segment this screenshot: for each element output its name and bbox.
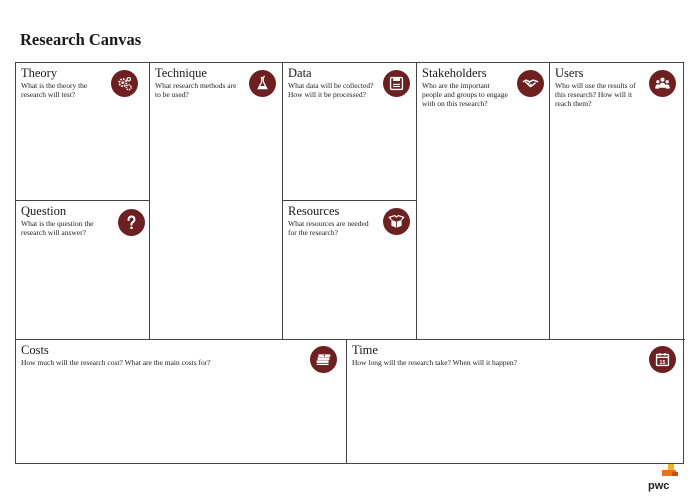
users-question: Who will use the results of this research? How will it reach them? bbox=[555, 81, 636, 108]
pwc-logo bbox=[648, 462, 684, 492]
calendar-day: 15 bbox=[659, 360, 666, 367]
handshake-icon bbox=[517, 70, 544, 97]
data-question: What data will be collected? How will it be processed? bbox=[288, 81, 374, 99]
data-title: Data bbox=[288, 66, 312, 80]
resources-section[interactable] bbox=[283, 201, 417, 340]
stakeholders-section[interactable] bbox=[417, 63, 550, 340]
costs-title: Costs bbox=[21, 343, 49, 357]
calendar-icon bbox=[649, 346, 676, 373]
resources-question: What resources are needed for the research? bbox=[288, 219, 369, 237]
question-mark-icon bbox=[118, 209, 145, 236]
research-canvas-grid bbox=[15, 62, 684, 464]
question-section[interactable] bbox=[16, 201, 150, 340]
time-title: Time bbox=[352, 343, 378, 357]
stakeholders-question: Who are the important people and groups to engage with on this research? bbox=[422, 81, 508, 108]
theory-question: What is the theory the research will test? bbox=[21, 81, 88, 99]
stakeholders-title: Stakeholders bbox=[422, 66, 487, 80]
question-title: Question bbox=[21, 204, 67, 218]
theory-title: Theory bbox=[21, 66, 58, 80]
resources-title: Resources bbox=[288, 204, 340, 218]
time-question: How long will the research take? When will it happen? bbox=[352, 358, 518, 367]
question-question: What is the question the research will answer? bbox=[21, 219, 94, 237]
theory-section[interactable] bbox=[16, 63, 150, 201]
time-section[interactable] bbox=[347, 340, 685, 463]
money-stack-icon bbox=[310, 346, 337, 373]
technique-section[interactable] bbox=[150, 63, 283, 340]
gears-icon bbox=[111, 70, 138, 97]
flask-icon bbox=[249, 70, 276, 97]
data-section[interactable] bbox=[283, 63, 417, 201]
technique-title: Technique bbox=[155, 66, 207, 80]
pwc-logo-text: pwc bbox=[648, 480, 670, 492]
page-title: Research Canvas bbox=[20, 30, 142, 49]
people-group-icon bbox=[649, 70, 676, 97]
users-title: Users bbox=[555, 66, 584, 80]
costs-question: How much will the research cost? What are the main costs for? bbox=[21, 358, 211, 367]
technique-question: What research methods are to be used? bbox=[155, 81, 237, 99]
floppy-disk-icon bbox=[383, 70, 410, 97]
open-box-icon bbox=[383, 208, 410, 235]
costs-section[interactable] bbox=[16, 340, 347, 463]
users-section[interactable] bbox=[550, 63, 685, 340]
